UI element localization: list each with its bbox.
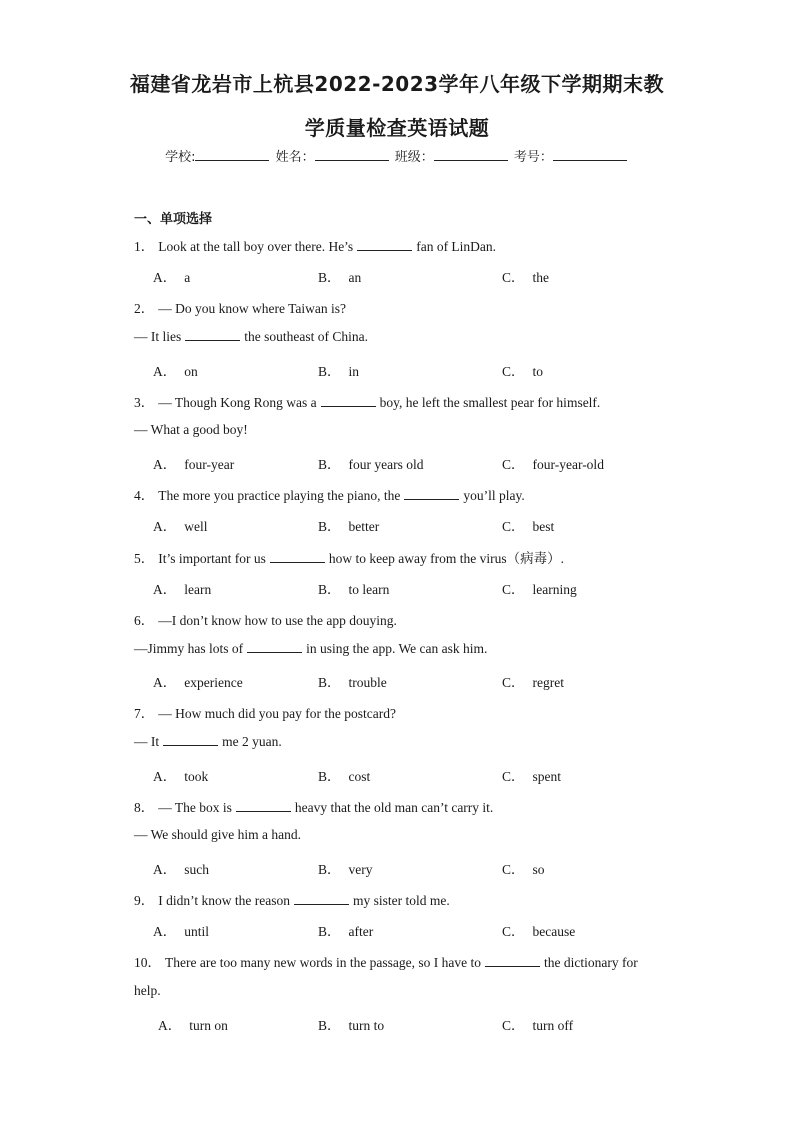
question-text-before: — How much did you pay for the postcard?	[158, 706, 396, 722]
question-text-before: help.	[134, 982, 161, 998]
option-c[interactable]	[502, 266, 549, 286]
option-letter: B．	[318, 675, 341, 691]
option-text: turn off	[532, 1017, 574, 1033]
question-text	[134, 391, 600, 411]
answer-options	[0, 920, 794, 938]
option-text: experience	[184, 675, 243, 691]
option-c[interactable]	[502, 765, 561, 785]
option-text: until	[184, 924, 210, 940]
question-number: 7．	[134, 706, 155, 722]
question-number: 2．	[134, 301, 155, 317]
option-text: four years old	[348, 457, 424, 473]
answer-options	[0, 453, 794, 471]
answer-options	[0, 515, 794, 533]
option-a[interactable]	[153, 578, 211, 598]
option-b[interactable]	[318, 515, 379, 535]
name-blank[interactable]	[315, 148, 389, 161]
option-letter: A．	[153, 363, 177, 379]
option-c[interactable]	[502, 515, 554, 535]
question-text	[134, 609, 397, 629]
option-letter: C．	[502, 862, 525, 877]
question-text-before: I didn’t know the reason	[158, 893, 290, 909]
question-text	[134, 796, 493, 816]
question-number: 10．	[134, 955, 161, 971]
option-text: to	[532, 363, 544, 379]
option-text: turn to	[348, 1017, 385, 1033]
option-letter: B．	[318, 768, 341, 784]
question-text	[134, 484, 525, 504]
option-letter: B．	[318, 363, 341, 379]
class-label: 班级：	[394, 150, 434, 165]
question-text-before: — We should give him a hand.	[134, 826, 302, 842]
option-a[interactable]	[153, 453, 234, 473]
option-letter: A．	[153, 862, 177, 877]
option-b[interactable]	[318, 266, 361, 286]
answer-blank[interactable]	[236, 799, 291, 812]
question-text-after: me 2 yuan.	[222, 734, 282, 750]
option-letter: C．	[502, 457, 525, 473]
question-text	[134, 702, 396, 722]
answer-blank[interactable]	[247, 640, 302, 653]
option-b[interactable]	[318, 1014, 384, 1034]
question-text-before: There are too many new words in the passage, so I have to	[165, 955, 482, 971]
question-text-after: my sister told me.	[352, 893, 450, 909]
question-text-before: The more you practice playing the piano, the	[158, 488, 401, 504]
option-text: to learn	[348, 581, 390, 597]
question-text-after: you’ll play.	[463, 488, 525, 504]
answer-options	[0, 266, 794, 284]
option-b[interactable]	[318, 453, 424, 473]
answer-options	[0, 360, 794, 378]
option-c[interactable]	[502, 1014, 573, 1034]
question-number: 4．	[134, 488, 155, 504]
option-text: after	[348, 924, 374, 940]
question-text-before: —Jimmy has lots of	[134, 640, 244, 656]
option-a[interactable]	[153, 920, 209, 940]
question-text	[134, 951, 638, 971]
option-c[interactable]	[502, 360, 543, 380]
option-text: such	[184, 862, 209, 877]
question-number: 1．	[134, 239, 155, 254]
option-text: on	[184, 363, 198, 379]
school-blank[interactable]	[195, 148, 269, 161]
option-letter: C．	[502, 581, 525, 597]
option-text: four-year-old	[532, 457, 604, 473]
option-text: better	[348, 519, 380, 535]
answer-options	[0, 765, 794, 783]
answer-blank[interactable]	[321, 394, 376, 407]
class-blank[interactable]	[434, 148, 508, 161]
page-title-continued: 学质量检查英语试题	[304, 116, 490, 140]
option-text: very	[348, 862, 373, 877]
answer-blank[interactable]	[185, 328, 240, 341]
option-b[interactable]	[318, 578, 389, 598]
question-text	[134, 733, 282, 750]
option-letter: B．	[318, 862, 341, 877]
student-info-row	[0, 146, 794, 165]
option-b[interactable]	[318, 858, 373, 878]
question-number: 5．	[134, 550, 155, 566]
question-text	[134, 422, 248, 438]
option-text: in	[348, 363, 360, 379]
option-letter: C．	[502, 768, 525, 784]
question-text-after: fan of LinDan.	[416, 239, 497, 254]
name-label: 姓名：	[275, 150, 315, 165]
section-title: 一、单项选择	[134, 212, 213, 227]
option-letter: B．	[318, 1017, 341, 1033]
option-text: a	[184, 270, 191, 286]
answer-options	[0, 671, 794, 689]
option-text: cost	[348, 768, 371, 784]
option-c[interactable]	[502, 858, 545, 878]
option-letter: C．	[502, 270, 525, 286]
option-a[interactable]	[153, 515, 208, 535]
question-text-before: —I don’t know how to use the app douying.	[158, 612, 397, 628]
question-text	[134, 827, 301, 843]
question-text-after: the dictionary for	[544, 955, 638, 971]
option-letter: A．	[153, 924, 177, 940]
question-text-before: — Though Kong Rong was a	[158, 394, 317, 410]
option-a[interactable]	[153, 360, 198, 380]
question-text-before: — The box is	[158, 799, 232, 815]
question-text-before: Look at the tall boy over there. He’s	[158, 239, 354, 254]
question-text	[134, 328, 368, 345]
option-letter: C．	[502, 363, 525, 379]
option-text: trouble	[348, 675, 387, 691]
option-c[interactable]	[502, 578, 577, 598]
question-number: 9．	[134, 893, 155, 909]
question-text-after: in using the app. We can ask him.	[306, 640, 488, 656]
option-b[interactable]	[318, 765, 370, 785]
option-a[interactable]	[158, 1014, 228, 1034]
question-text-before: — It lies	[134, 329, 182, 345]
option-text: regret	[532, 675, 564, 691]
option-letter: C．	[502, 924, 525, 940]
answer-options	[0, 858, 794, 876]
question-text-after: heavy that the old man can’t carry it.	[294, 799, 494, 815]
option-letter: C．	[502, 1017, 525, 1033]
option-text: took	[184, 768, 209, 784]
question-text	[134, 297, 346, 317]
question-text	[134, 640, 487, 657]
answer-blank[interactable]	[270, 550, 325, 563]
school-label: 学校:	[165, 150, 196, 165]
option-letter: B．	[318, 519, 341, 535]
option-b[interactable]	[318, 671, 387, 691]
question-text-before: It’s important for us	[158, 550, 266, 566]
option-a[interactable]	[153, 765, 208, 785]
option-c[interactable]	[502, 920, 575, 940]
option-letter: C．	[502, 675, 525, 691]
option-text: best	[532, 519, 555, 535]
question-text-before: — It	[134, 734, 160, 750]
option-text: well	[184, 519, 208, 535]
answer-options	[0, 1014, 794, 1032]
option-b[interactable]	[318, 360, 359, 380]
option-text: the	[532, 270, 550, 286]
exam-number-blank[interactable]	[553, 148, 627, 161]
option-text: so	[532, 862, 545, 877]
question-text-after: the southeast of China.	[244, 329, 368, 345]
exam-number-label: 考号：	[513, 150, 553, 165]
answer-blank[interactable]	[485, 954, 540, 967]
question-number: 8．	[134, 799, 155, 815]
option-letter: B．	[318, 270, 341, 286]
question-text	[134, 889, 450, 909]
option-letter: A．	[153, 457, 177, 473]
option-letter: C．	[502, 519, 525, 535]
answer-blank[interactable]	[404, 487, 459, 500]
option-a[interactable]	[153, 858, 209, 878]
option-b[interactable]	[318, 920, 373, 940]
option-text: four-year	[184, 457, 235, 473]
option-a[interactable]	[153, 266, 190, 286]
option-text: learning	[532, 581, 577, 597]
option-text: because	[532, 924, 576, 940]
option-text: an	[348, 270, 362, 286]
option-text: spent	[532, 768, 562, 784]
question-number: 6．	[134, 612, 155, 628]
option-letter: A．	[158, 1017, 182, 1033]
answer-blank[interactable]	[163, 733, 218, 746]
question-number: 3．	[134, 394, 155, 410]
page-title: 福建省龙岩市上杭县2022-2023学年八年级下学期期末教	[129, 72, 665, 96]
option-letter: A．	[153, 581, 177, 597]
question-text	[134, 547, 564, 567]
question-text-after: boy, he left the smallest pear for himself.	[379, 394, 601, 410]
question-text	[134, 235, 496, 255]
option-c[interactable]	[502, 671, 564, 691]
option-text: learn	[184, 581, 212, 597]
answer-blank[interactable]	[294, 892, 349, 905]
option-a[interactable]	[153, 671, 243, 691]
option-text: turn on	[189, 1017, 228, 1033]
answer-blank[interactable]	[357, 238, 412, 251]
option-letter: B．	[318, 924, 341, 940]
question-text-before: — Do you know where Taiwan is?	[158, 301, 347, 317]
option-c[interactable]	[502, 453, 604, 473]
answer-options	[0, 578, 794, 596]
option-letter: A．	[153, 519, 177, 535]
option-letter: B．	[318, 457, 341, 473]
option-letter: A．	[153, 270, 177, 286]
option-letter: B．	[318, 581, 341, 597]
option-letter: A．	[153, 768, 177, 784]
question-text-before: — What a good boy!	[134, 421, 248, 437]
question-text	[134, 983, 161, 999]
option-letter: A．	[153, 675, 177, 691]
question-text-after: how to keep away from the virus（病毒）.	[328, 550, 564, 566]
